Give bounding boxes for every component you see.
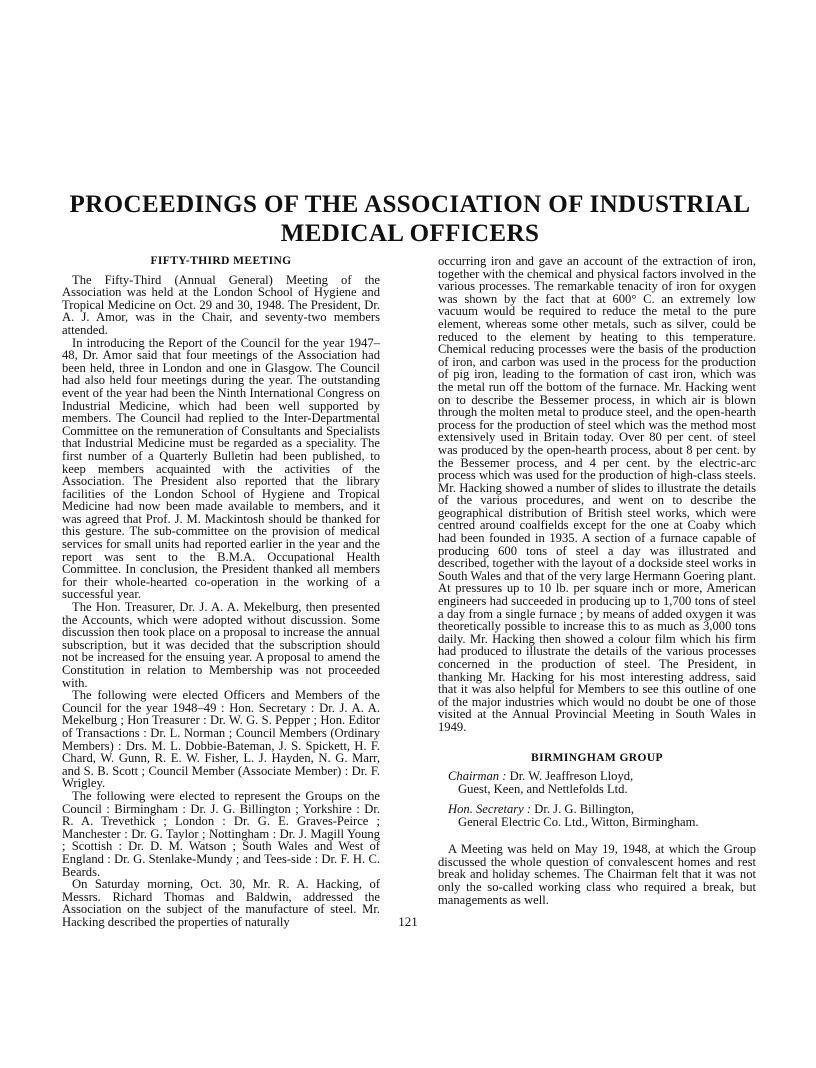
chairman-label: Chairman : — [448, 769, 507, 784]
left-column — [62, 255, 380, 928]
secretary-entry — [438, 803, 756, 829]
paragraph-elected-officers: The following were elected Officers and Members of the Council for the year 1948–49 : Hon. Secretary : Dr. J. A. A. Mekelburg ; Hon Treasurer : Dr. W. G. S. Pepper ; Hon. Editor of Transactions : Dr. L. Norman ; Council Members (Ordinary Members) : Drs. M. L. Dobbie-Bateman, J. S. Spickett, H. F. Chard, W. Gunn, R. E. W. Fisher, L. J. Hayden, N. G. Marr, and S. B. Scott ; Council Member (Associate Member) : Dr. F. Wrigley. — [62, 688, 380, 791]
secretary-affiliation: General Electric Co. Ltd., Witton, Birmingham. — [458, 815, 699, 830]
page-number: 121 — [398, 914, 418, 929]
chairman-name: Dr. W. Jeaffreson Lloyd, — [509, 769, 634, 784]
paragraph-birmingham-meeting: A Meeting was held on May 19, 1948, at which the Group discussed the whole question of convalescent homes and rest break and holiday schemes. The Chairman felt that it was not only the so-called working class who required a break, but managements as well. — [438, 842, 756, 907]
paragraph-council-report: In introducing the Report of the Council for the year 1947–48, Dr. Amor said that four meetings of the Association had been held, three in London and one in Glasgow. The Council had also held four meetings during the year. The outstanding event of the year had been the Ninth International Congress on Industrial Medicine, which had been well supported by members. The Council had replied to the Inter-Departmental Committee on the remuneration of Consultants and Specialists that Industrial Medicine must be regarded as a speciality. The first number of a Quarterly Bulletin had been published, to keep members acquainted with the activities of the Association. The President also reported that the library facilities of the London School of Hygiene and Tropical Medicine had now been made available to members, and it was agreed that Prof. J. M. Mackintosh should be thanked for this gesture. The sub-committee on the provision of medical services for small units had reported earlier in the year and the report was sent to the B.M.A. Occupational Health Committee. In conclusion, the President thanked all members for their whole-hearted co-operation in the working of a successful year. — [62, 335, 380, 602]
article-title — [60, 190, 760, 248]
paragraph-meeting-intro: The Fifty-Third (Annual General) Meeting of the Association was held at the London School of Hygiene and Tropical Medicine on Oct. 29 and 30, 1948. The President, Dr. A. J. Amor, was in the Chair, and seventy-two members attended. — [62, 272, 380, 337]
right-column — [438, 255, 756, 906]
secretary-name: Dr. J. G. Billington, — [534, 802, 634, 817]
paragraph-group-representatives: The following were elected to represent the Groups on the Council : Birmingham : Dr. J. G. Billington ; Yorkshire : Dr. R. A. Trevethick ; London : Dr. G. E. Graves-Peirce ; Manchester : Dr. G. Taylor ; Nottingham : Dr. J. Magill Young ; Scottish : Dr. D. M. Watson ; South Wales and West of England : Dr. G. Stenlake-Mundy ; and Tees-side : Dr. F. H. C. Beards. — [62, 788, 380, 879]
title-line-2: MEDICAL OFFICERS — [280, 220, 540, 247]
paragraph-treasurer-accounts: The Hon. Treasurer, Dr. J. A. A. Mekelburg, then presented the Accounts, which were adopted without discussion. Some discussion then took place on a proposal to increase the annual subscription, but it was decided that the subscription should not be increased for the ensuing year. A proposal to amend the Constitution in relation to Membership was not proceeded with. — [62, 600, 380, 690]
chairman-entry — [438, 770, 756, 796]
title-line-1: PROCEEDINGS OF THE ASSOCIATION OF INDUSTRIAL — [69, 191, 751, 218]
paragraph-hacking-address-start: On Saturday morning, Oct. 30, Mr. R. A. Hacking, of Messrs. Richard Thomas and Baldwin, addressed the Association on the subject of the manufacture of steel. Mr. Hacking described the properties of naturally — [62, 877, 380, 929]
paragraph-hacking-address-continued: occurring iron and gave an account of the extraction of iron, together with the chemical and physical factors involved in the various processes. The remarkable tenacity of iron for oxygen was shown by the fact that at 600° C. an extremely low vacuum would be required to reduce the metal to the pure element, whereas some other metals, such as silver, could be reduced to the element by heating to this temperature. Chemical reducing processes were the basis of the production of iron, and carbon was used in the process for the production of pig iron, leading to the formation of cast iron, which was the metal run off the bottom of the furnace. Mr. Hacking went on to describe the Bessemer process, in which air is blown through the molten metal to produce steel, and the open-hearth process for the production of steel which was the method most extensively used in Britain today. Over 80 per cent. of steel was produced by the open-hearth process, about 8 per cent. by the Bessemer process, and 4 per cent. by the electric-arc process which was used for the production of high-class steels. Mr. Hacking showed a number of slides to illustrate the details of the various procedures, and went on to describe the geographical distribution of British steel works, which were centred around coalfields except for the one at Coaby which had been founded in 1935. A section of a furnace capable of producing 600 tons of steel a day was illustrated and described, together with the layout of a dockside steel works in South Wales and that of the very large Hermann Goering plant. At pressures up to 10 lb. per square inch or more, American engineers had succeeded in producing up to 1,700 tons of steel a day from a single furnace ; by means of added oxygen it was theoretically possible to increase this to as much as 3,000 tons daily. Mr. Hacking then showed a colour film which his firm had produced to illustrate the details of the various processes concerned in the production of steel. The President, in thanking Mr. Hacking for his most interesting address, said that it was also helpful for Members to see this outline of one of the major industries which would no doubt be one of those visited at the Annual Provincial Meeting in South Wales in 1949. — [438, 254, 756, 734]
section-title-birmingham-group: BIRMINGHAM GROUP — [531, 751, 663, 764]
secretary-label: Hon. Secretary : — [448, 802, 532, 817]
section-title-fifty-third-meeting: FIFTY-THIRD MEETING — [150, 255, 292, 267]
chairman-affiliation: Guest, Keen, and Nettlefolds Ltd. — [458, 782, 628, 797]
